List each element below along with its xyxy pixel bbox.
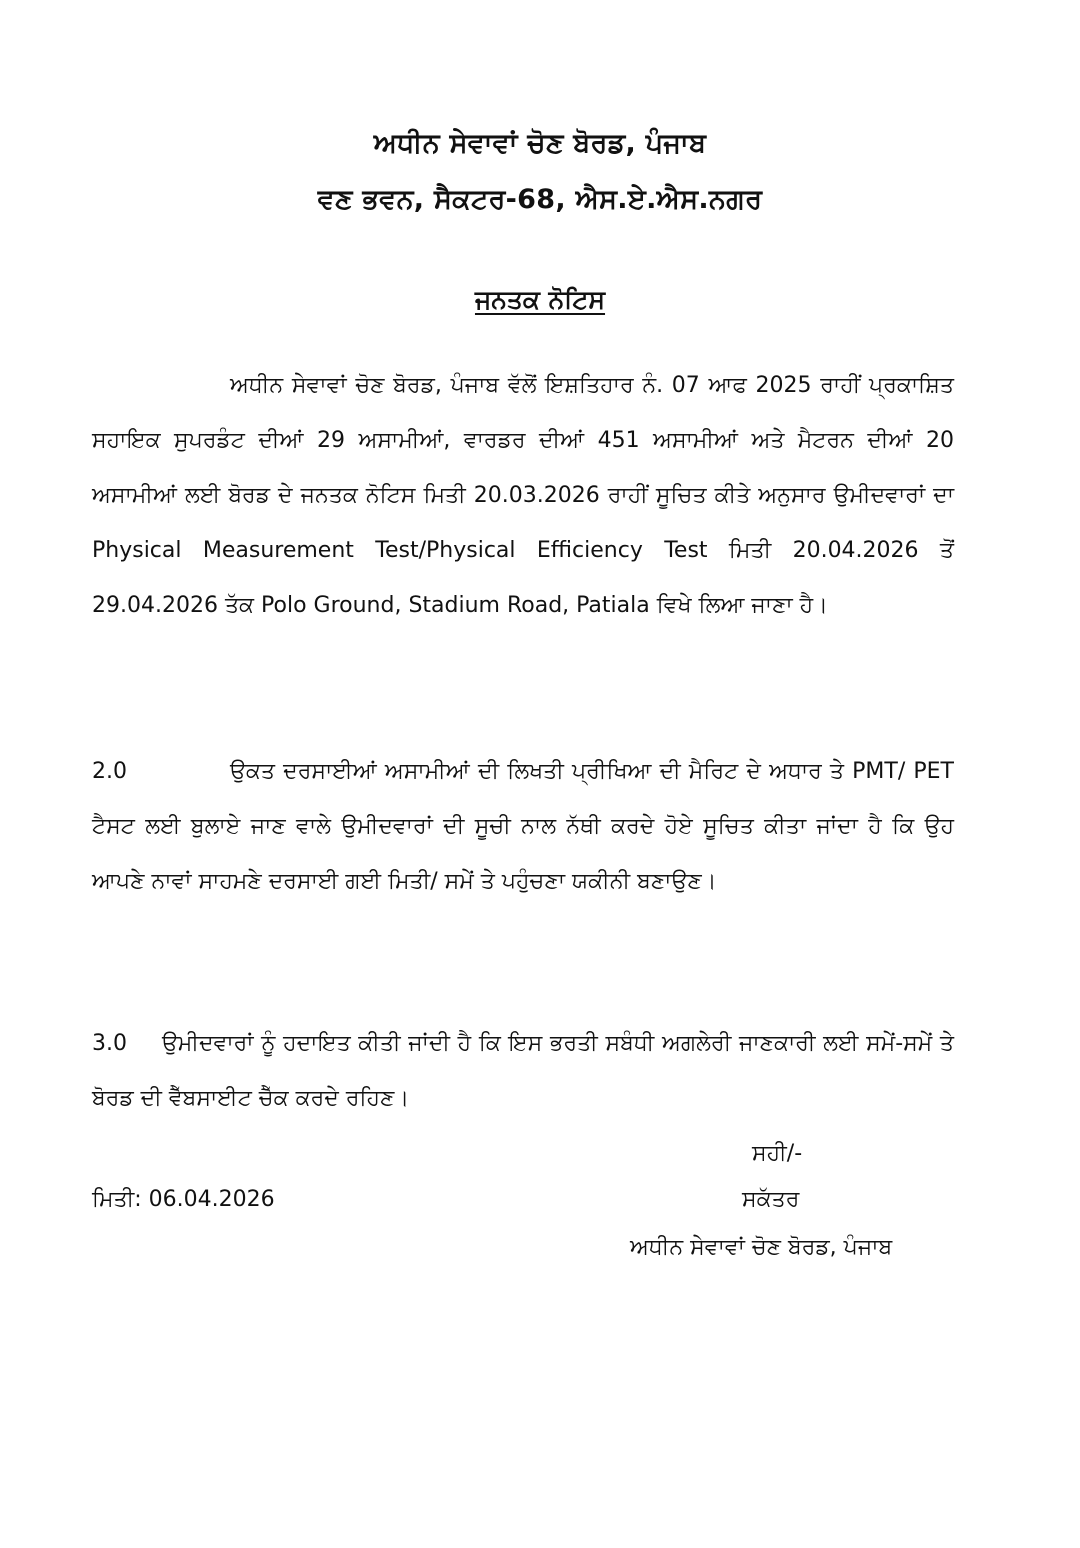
organization-name: ਅਧੀਨ ਸੇਵਾਵਾਂ ਚੋਣ ਬੋਰਡ, ਪੰਜਾਬ	[373, 128, 707, 159]
paragraph-2-text: ਉਕਤ ਦਰਸਾਈਆਂ ਅਸਾਮੀਆਂ ਦੀ ਲਿਖਤੀ ਪ੍ਰੀਖਿਆ ਦੀ ਮੈਰਿਟ ਦੇ ਅਧਾਰ ਤੇ PMT/ PET ਟੈਸਟ ਲਈ ਬੁਲਾਏ ਜਾਣ ਵਾਲੇ ਉਮੀਦਵਾਰਾਂ ਦੀ ਸੂਚੀ ਨਾਲ ਨੱਥੀ ਕਰਦੇ ਹੋਏ ਸੂਚਿਤ ਕੀਤਾ ਜਾਂਦਾ ਹੈ ਕਿ ਉਹ ਆਪਣੇ ਨਾਵਾਂ ਸਾਹਮਣੇ ਦਰਸਾਈ ਗਈ ਮਿਤੀ/ ਸਮੇਂ ਤੇ ਪਹੁੰਚਣਾ ਯਕੀਨੀ ਬਣਾਉਣ।	[92, 759, 954, 894]
paragraph-3	[92, 1016, 954, 1126]
paragraph-2-number: 2.0	[92, 759, 127, 784]
paragraph-2	[92, 744, 954, 909]
signatory-organization: ਅਧੀਨ ਸੇਵਾਵਾਂ ਚੋਣ ਬੋਰਡ, ਪੰਜਾਬ	[630, 1235, 893, 1260]
paragraph-3-text: ਉਮੀਦਵਾਰਾਂ ਨੂੰ ਹਦਾਇਤ ਕੀਤੀ ਜਾਂਦੀ ਹੈ ਕਿ ਇਸ ਭਰਤੀ ਸਬੰਧੀ ਅਗਲੇਰੀ ਜਾਣਕਾਰੀ ਲਈ ਸਮੇਂ-ਸਮੇਂ ਤੇ ਬੋਰਡ ਦੀ ਵੈੱਬਸਾਈਟ ਚੈੱਕ ਕਰਦੇ ਰਹਿਣ।	[92, 1031, 954, 1111]
paragraph-3-number: 3.0	[92, 1031, 127, 1056]
signatory-title: ਸਕੱਤਰ	[742, 1187, 800, 1212]
notice-title: ਜਨਤਕ ਨੋਟਿਸ	[474, 285, 606, 314]
organization-address: ਵਣ ਭਵਨ, ਸੈਕਟਰ-68, ਐਸ.ਏ.ਐਸ.ਨਗਰ	[317, 184, 763, 215]
paragraph-1-text: ਅਧੀਨ ਸੇਵਾਵਾਂ ਚੋਣ ਬੋਰਡ, ਪੰਜਾਬ ਵੱਲੋਂ ਇਸ਼ਤਿਹਾਰ ਨੰ. 07 ਆਫ 2025 ਰਾਹੀਂ ਪ੍ਰਕਾਸ਼ਿਤ ਸਹਾਇਕ ਸੁਪਰਡੰਟ ਦੀਆਂ 29 ਅਸਾਮੀਆਂ, ਵਾਰਡਰ ਦੀਆਂ 451 ਅਸਾਮੀਆਂ ਅਤੇ ਮੈਟਰਨ ਦੀਆਂ 20 ਅਸਾਮੀਆਂ ਲਈ ਬੋਰਡ ਦੇ ਜਨਤਕ ਨੋਟਿਸ ਮਿਤੀ 20.03.2026 ਰਾਹੀਂ ਸੂਚਿਤ ਕੀਤੇ ਅਨੁਸਾਰ ਉਮੀਦਵਾਰਾਂ ਦਾ Physical Measurement Test/Physical Efficiency Test ਮਿਤੀ 20.04.2026 ਤੋਂ 29.04.2026 ਤੱਕ Polo Ground, Stadium Road, Patiala ਵਿਖੇ ਲਿਆ ਜਾਣਾ ਹੈ।	[92, 373, 954, 618]
signature-mark: ਸਹੀ/-	[752, 1141, 803, 1166]
paragraph-1	[92, 358, 954, 633]
notice-date: ਮਿਤੀ: 06.04.2026	[92, 1187, 275, 1212]
